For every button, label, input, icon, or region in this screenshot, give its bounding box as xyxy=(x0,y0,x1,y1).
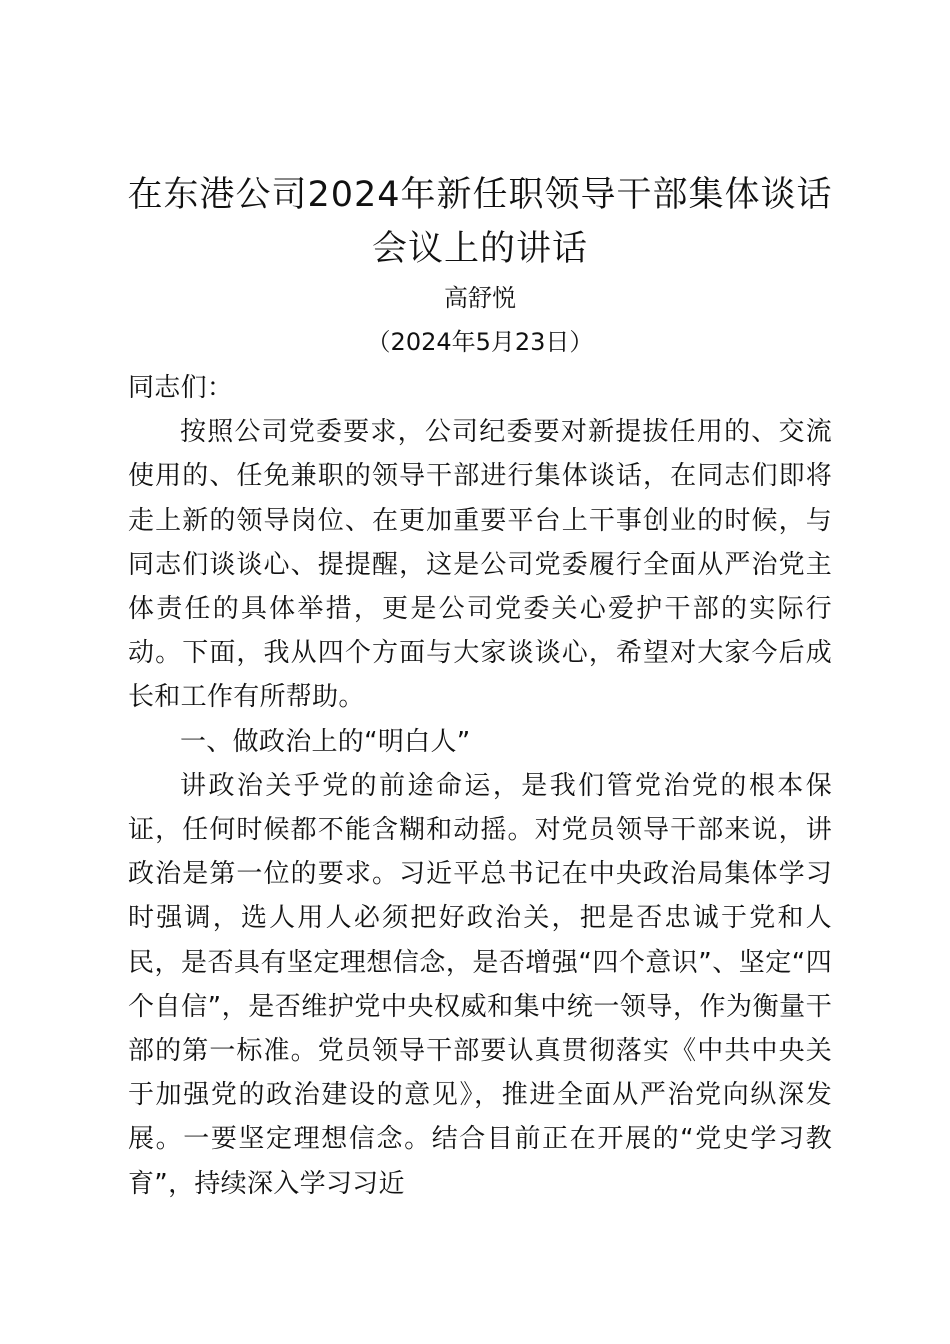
document-title: 在东港公司2024年新任职领导干部集体谈话会议上的讲话 xyxy=(127,175,833,269)
section-heading-1: 一、做政治上的“明白人” xyxy=(180,726,471,757)
paragraph-section-1: 讲政治关乎党的前途命运，是我们管党治党的根本保证，任何时候都不能含糊和动摇。对党员领导干部来说，讲政治是第一位的要求。习近平总书记在中央政治局集体学习时强调，选人用人必须把好政治关，把是否忠诚于党和人民，是否具有坚定理想信念，是否增强“四个意识”、坚定“四个自信”，是否维护党中央权威和集中统一领导，作为衡量干部的第一标准。党员领导干部要认真贯彻落实《中共中央关于加强党的政治建设的意见》，推进全面从严治党向纵深发展。一要坚定理想信念。结合目前正在开展的“党史学习教育”，持续深入学习习近 xyxy=(128,770,832,1199)
document-body xyxy=(128,366,832,1206)
salutation: 同志们： xyxy=(128,373,234,403)
document-author: 高舒悦 xyxy=(444,284,516,312)
document-date: （2024年5月23日） xyxy=(366,328,594,356)
paragraph-intro: 按照公司党委要求，公司纪委要对新提拔任用的、交流使用的、任免兼职的领导干部进行集体谈话，在同志们即将走上新的领导岗位、在更加重要平台上干事创业的时候，与同志们谈谈心、提提醒，这是公司党委履行全面从严治党主体责任的具体举措，更是公司党委关心爱护干部的实际行动。下面，我从四个方面与大家谈谈心，希望对大家今后成长和工作有所帮助。 xyxy=(128,417,832,713)
